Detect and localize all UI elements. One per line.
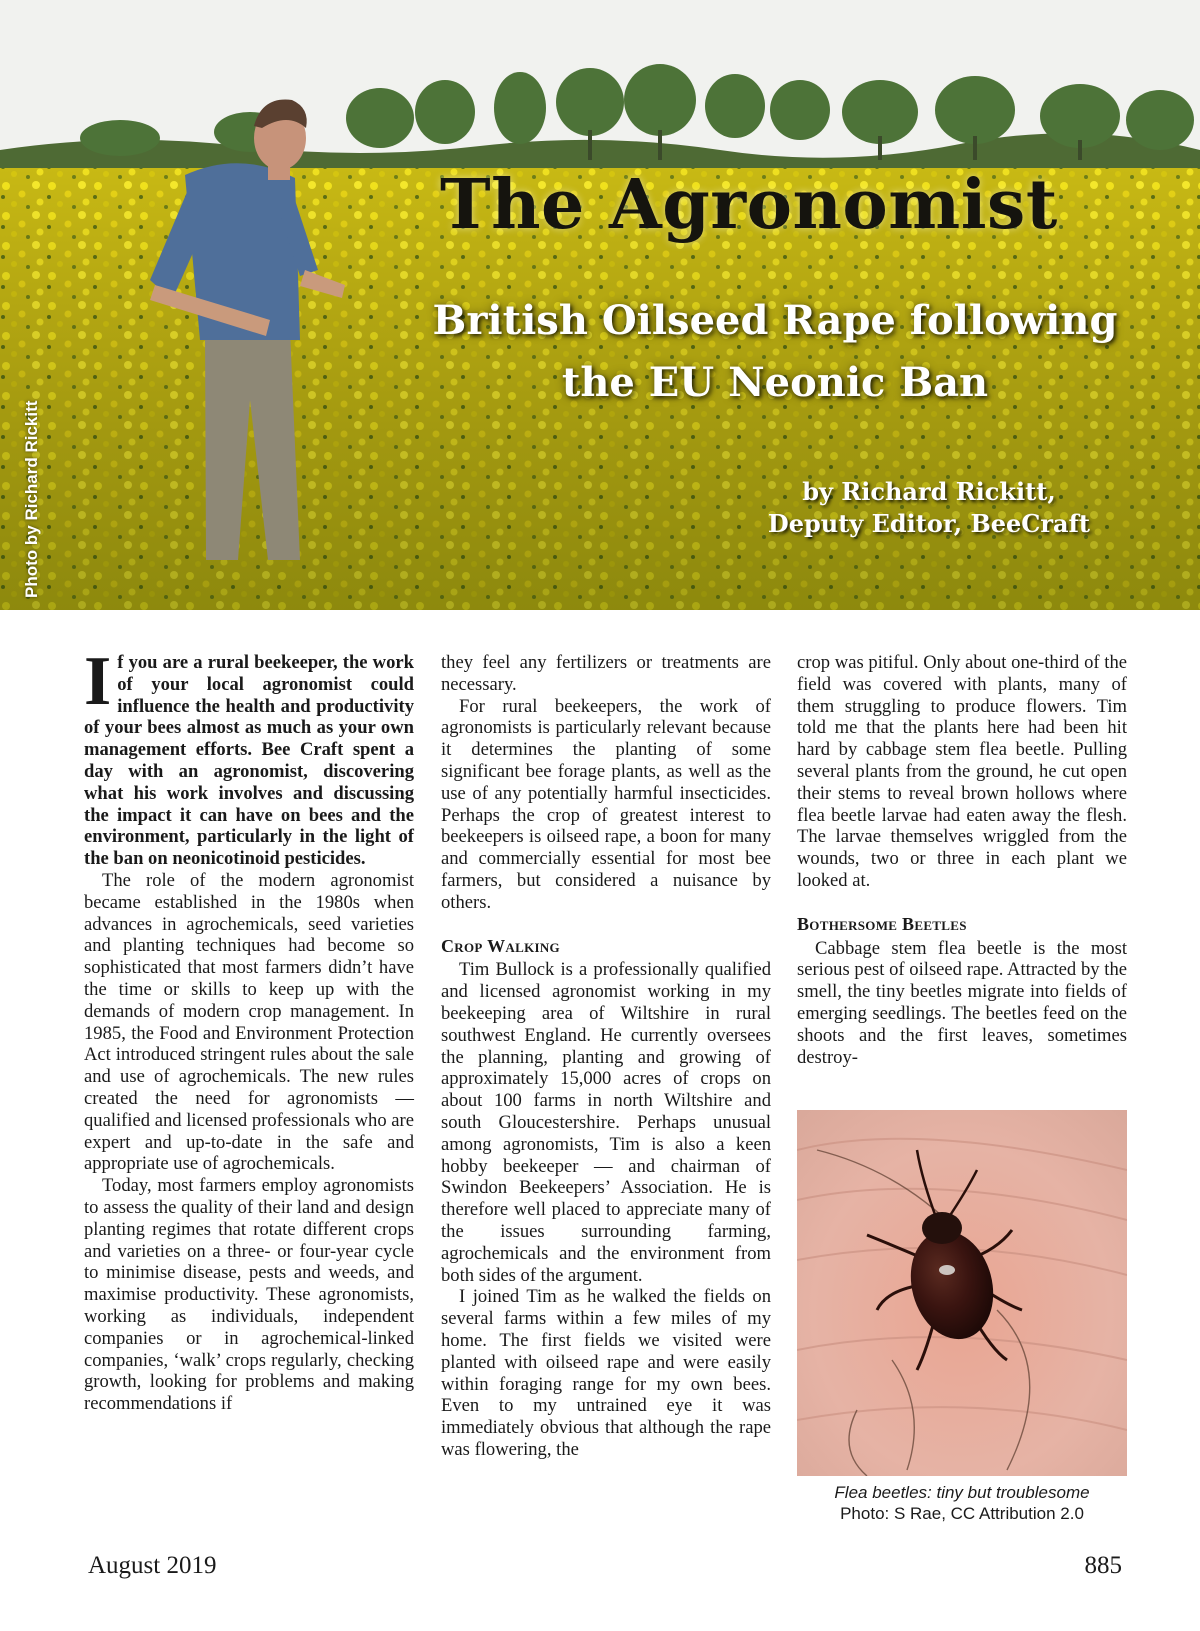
body-paragraph: they feel any fertilizers or treatments are necessary. [441, 652, 771, 695]
subtitle-line-2: the EU Neonic Ban [561, 359, 989, 406]
byline [768, 476, 1090, 540]
byline-role: Deputy Editor, BeeCraft [767, 509, 1090, 538]
flea-beetle-illustration [797, 1110, 1127, 1476]
caption-text: Flea beetles: tiny but troublesome [834, 1483, 1090, 1502]
body-paragraph: Tim Bullock is a professionally qualified and licensed agronomist working in my beekeeping area of Wiltshire in rural southwest England. He currently oversees the planning, planting and growing of approximately 15,000 acres of crops on about 100 farms in north Wiltshire and south Gloucestershire. Perhaps unusual among agronomists, Tim is also a keen hobby beekeeper — and chairman of Swindon Beekeepers’ Association. He is therefore well placed to appreciate many of the issues surrounding farming, agrochemicals and the environment from both sides of the argument. [441, 959, 771, 1286]
lead-paragraph [84, 643, 414, 870]
caption-credit: Photo: S Rae, CC Attribution 2.0 [840, 1504, 1084, 1523]
article-column-3 [797, 652, 1127, 1068]
body-paragraph: Cabbage stem flea beetle is the most serious pest of oilseed rape. Attracted by the smell, the tiny beetles migrate into fields of emerging seedlings. The beetles feed on the shoots and the first leaves, sometimes destroy- [797, 937, 1127, 1068]
body-paragraph: I joined Tim as he walked the fields on several farms within a few miles of my home. The first fields we visited were planted with oilseed rape and were easily within foraging range for my own bees. Even to my untrained eye it was immediately obvious that although the rape was flowering, the [441, 1286, 771, 1460]
article-column-2 [441, 652, 771, 1461]
photo-credit: Photo by Richard Rickitt [22, 400, 41, 598]
drop-cap: I [84, 643, 112, 720]
article-title: The Agronomist [440, 165, 1058, 245]
section-heading: Bothersome Beetles [797, 913, 967, 934]
subtitle-line-1: British Oilseed Rape following [432, 297, 1118, 344]
section-heading: Crop Walking [441, 935, 560, 956]
issue-date: August 2019 [88, 1552, 217, 1579]
figure-caption [797, 1482, 1127, 1524]
page-number: 885 [1084, 1552, 1122, 1579]
hero-photo [0, 0, 1200, 610]
flea-beetle-photo [797, 1110, 1127, 1476]
body-paragraph: For rural beekeepers, the work of agronomists is particularly relevant because it determines the planting of some significant bee forage plants, as well as the use of any potentially harmful insecticides. Perhaps the crop of greatest interest to beekeepers is oilseed rape, a boon for many and commercially essential for most bee farmers, but considered a nuisance by others. [441, 695, 771, 913]
article-subtitle [400, 290, 1150, 414]
body-paragraph: The role of the modern agronomist became established in the 1980s when advances in agrochemicals, seed varieties and planting techniques had become so sophisticated that most farmers didn’t have the time or skills to keep up with the demands of modern crop management. In 1985, the Food and Environment Protection Act introduced stringent rules about the sale and use of agrochemicals. The new rules created the need for agronomists — qualified and licensed professionals who are expert and up-to-date in the safe and appropriate use of agrochemicals. [84, 869, 414, 1175]
body-paragraph: Today, most farmers employ agronomists to assess the quality of their land and design planting regimes that rotate different crops and varieties on a three- or four-year cycle to minimise disease, pests and weeds, and maximise productivity. These agronomists, working as individuals, independent companies or in agrochemical-linked companies, ‘walk’ crops regularly, checking growth, looking for problems and making recommendations if [84, 1175, 414, 1415]
byline-author: by Richard Rickitt, [802, 477, 1056, 506]
body-paragraph: crop was pitiful. Only about one-third of the field was covered with plants, many of them struggling to produce flowers. Tim told me that the plants here had been hit hard by cabbage stem flea beetle. Pulling several plants from the ground, he cut open their stems to reveal brown hollows where flea beetle larvae had eaten away the flesh. The larvae themselves wriggled from the wounds, two or three in each plant we looked at. [797, 652, 1127, 891]
article-column-1 [84, 643, 414, 1415]
lead-text: f you are a rural beekeeper, the work of your local agronomist could influence the health and productivity of your bees almost as much as your own management efforts. Bee Craft spent a day with an agronomist, discovering what his work involves and discussing the impact it can have on bees and the environment, particularly in the light of the ban on neonicotinoid pesticides. [84, 652, 414, 870]
